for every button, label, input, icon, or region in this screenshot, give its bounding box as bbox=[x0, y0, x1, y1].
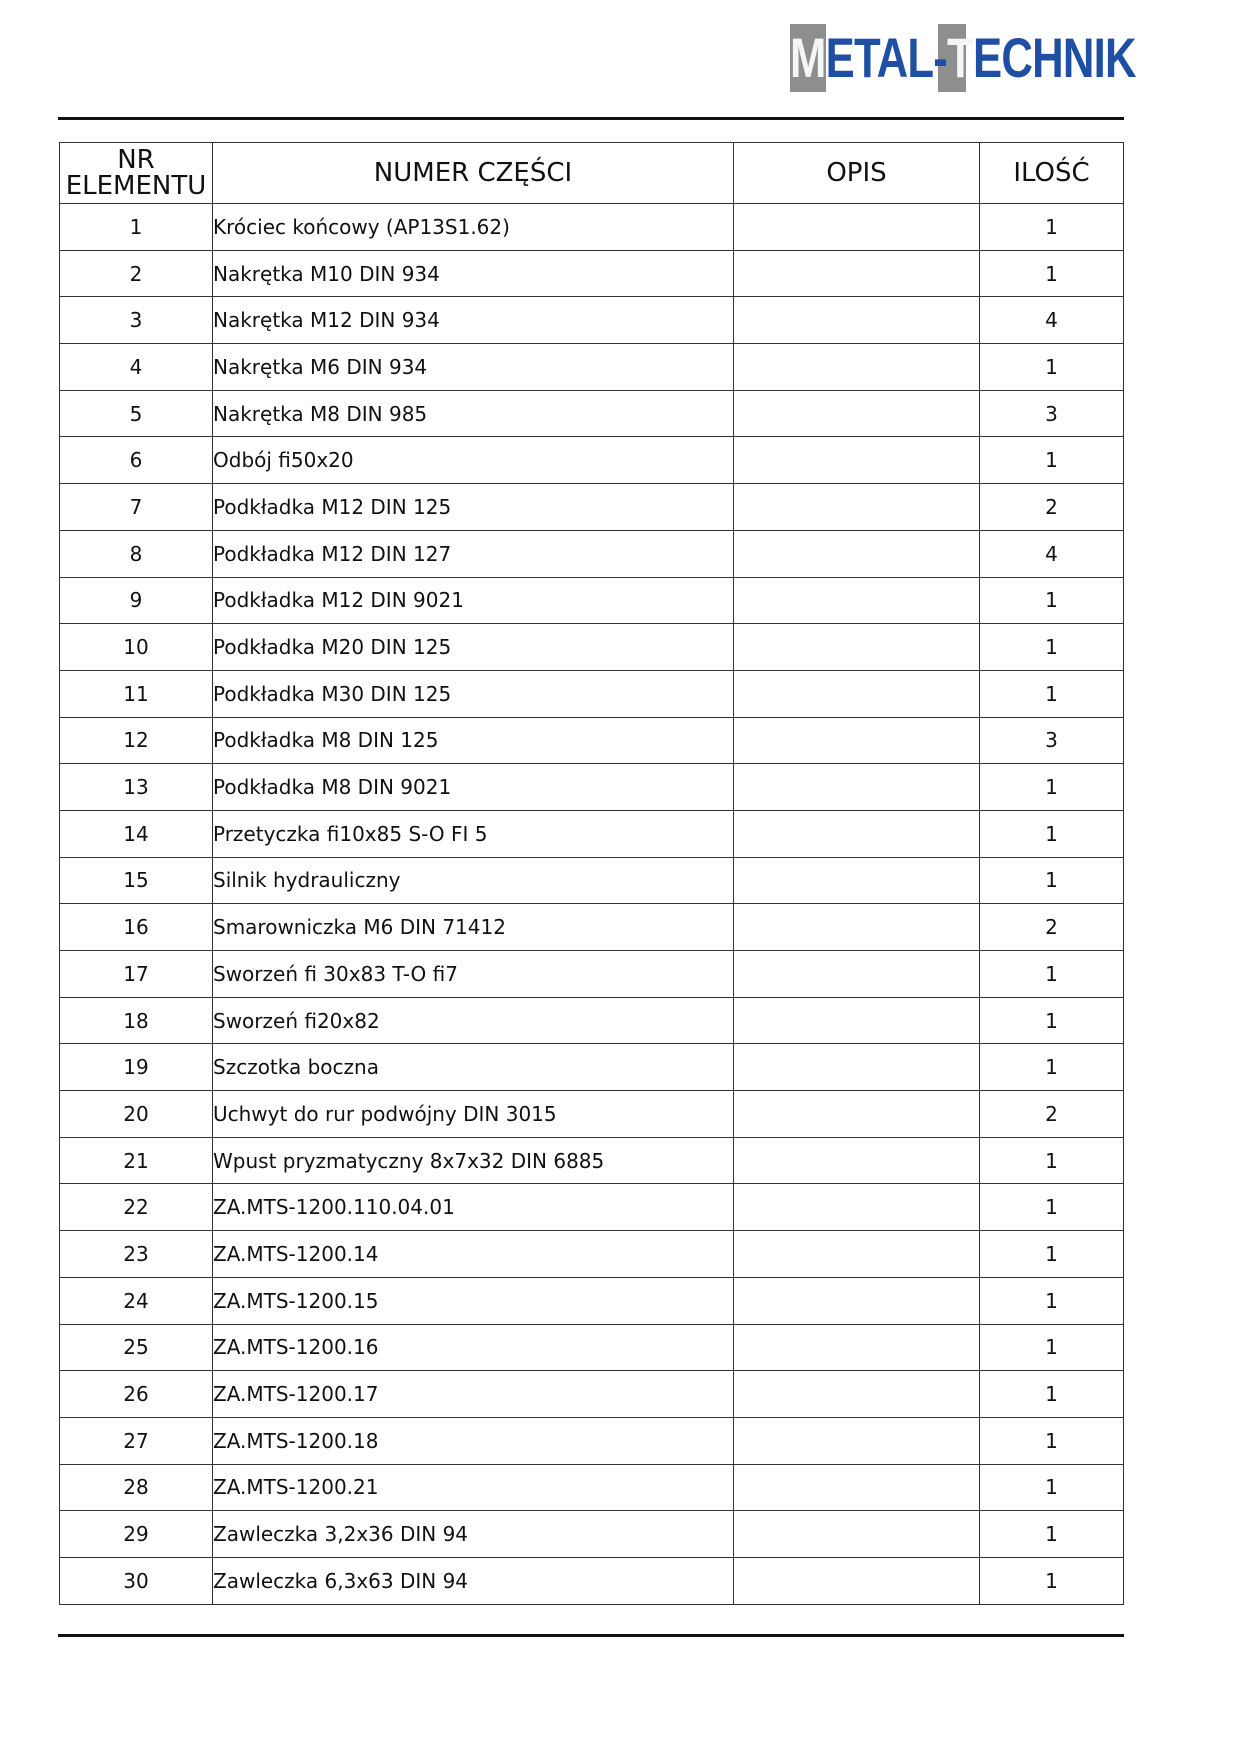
cell-quantity: 1 bbox=[980, 951, 1124, 998]
cell-quantity: 1 bbox=[980, 1137, 1124, 1184]
table-body bbox=[60, 204, 1124, 1605]
table-row bbox=[60, 1091, 1124, 1138]
cell-part-number: ZA.MTS-1200.15 bbox=[213, 1277, 734, 1324]
cell-description bbox=[734, 1371, 980, 1418]
table-row bbox=[60, 1511, 1124, 1558]
cell-part-number: ZA.MTS-1200.16 bbox=[213, 1324, 734, 1371]
cell-description bbox=[734, 670, 980, 717]
cell-item-number: 4 bbox=[60, 344, 213, 391]
cell-part-number: ZA.MTS-1200.17 bbox=[213, 1371, 734, 1418]
cell-description bbox=[734, 951, 980, 998]
cell-description bbox=[734, 1464, 980, 1511]
cell-quantity: 1 bbox=[980, 1511, 1124, 1558]
table-row bbox=[60, 204, 1124, 251]
cell-item-number: 7 bbox=[60, 484, 213, 531]
table-row bbox=[60, 530, 1124, 577]
table-row bbox=[60, 810, 1124, 857]
cell-quantity: 2 bbox=[980, 904, 1124, 951]
cell-part-number: Podkładka M12 DIN 125 bbox=[213, 484, 734, 531]
cell-description bbox=[734, 1091, 980, 1138]
parts-list-table bbox=[59, 142, 1124, 1605]
cell-description bbox=[734, 624, 980, 671]
cell-description bbox=[734, 1184, 980, 1231]
cell-quantity: 1 bbox=[980, 1184, 1124, 1231]
table-row bbox=[60, 390, 1124, 437]
table-row bbox=[60, 1324, 1124, 1371]
cell-quantity: 1 bbox=[980, 344, 1124, 391]
table-header-row bbox=[60, 143, 1124, 204]
cell-part-number: Zawleczka 3,2x36 DIN 94 bbox=[213, 1511, 734, 1558]
cell-description bbox=[734, 1231, 980, 1278]
cell-part-number: Podkładka M12 DIN 127 bbox=[213, 530, 734, 577]
cell-item-number: 5 bbox=[60, 390, 213, 437]
cell-description bbox=[734, 1557, 980, 1604]
cell-item-number: 12 bbox=[60, 717, 213, 764]
table-row bbox=[60, 1557, 1124, 1604]
cell-quantity: 3 bbox=[980, 390, 1124, 437]
cell-description bbox=[734, 1511, 980, 1558]
cell-quantity: 1 bbox=[980, 1557, 1124, 1604]
cell-item-number: 20 bbox=[60, 1091, 213, 1138]
cell-part-number: Przetyczka fi10x85 S-O FI 5 bbox=[213, 810, 734, 857]
cell-part-number: ZA.MTS-1200.110.04.01 bbox=[213, 1184, 734, 1231]
cell-quantity: 1 bbox=[980, 764, 1124, 811]
cell-item-number: 16 bbox=[60, 904, 213, 951]
company-logo bbox=[790, 24, 1136, 92]
cell-item-number: 17 bbox=[60, 951, 213, 998]
table-row bbox=[60, 250, 1124, 297]
table-row bbox=[60, 717, 1124, 764]
cell-part-number: Silnik hydrauliczny bbox=[213, 857, 734, 904]
cell-item-number: 2 bbox=[60, 250, 213, 297]
cell-description bbox=[734, 1137, 980, 1184]
cell-item-number: 6 bbox=[60, 437, 213, 484]
table-row bbox=[60, 1277, 1124, 1324]
cell-description bbox=[734, 810, 980, 857]
header-quantity: ILOŚĆ bbox=[980, 143, 1124, 204]
cell-quantity: 1 bbox=[980, 437, 1124, 484]
cell-part-number: ZA.MTS-1200.21 bbox=[213, 1464, 734, 1511]
cell-part-number: Nakrętka M6 DIN 934 bbox=[213, 344, 734, 391]
cell-quantity: 2 bbox=[980, 1091, 1124, 1138]
table-row bbox=[60, 764, 1124, 811]
cell-item-number: 23 bbox=[60, 1231, 213, 1278]
table-row bbox=[60, 1464, 1124, 1511]
cell-item-number: 30 bbox=[60, 1557, 213, 1604]
cell-part-number: ZA.MTS-1200.18 bbox=[213, 1417, 734, 1464]
cell-description bbox=[734, 484, 980, 531]
table-row bbox=[60, 1417, 1124, 1464]
table-row bbox=[60, 904, 1124, 951]
cell-part-number: Podkładka M12 DIN 9021 bbox=[213, 577, 734, 624]
cell-quantity: 1 bbox=[980, 1417, 1124, 1464]
cell-part-number: Odbój fi50x20 bbox=[213, 437, 734, 484]
footer-divider bbox=[58, 1634, 1124, 1637]
cell-part-number: Króciec końcowy (AP13S1.62) bbox=[213, 204, 734, 251]
table-row bbox=[60, 857, 1124, 904]
logo-letter-m: M bbox=[790, 26, 826, 89]
cell-part-number: Smarowniczka M6 DIN 71412 bbox=[213, 904, 734, 951]
header-divider bbox=[58, 117, 1124, 120]
cell-part-number: Sworzeń fi20x82 bbox=[213, 997, 734, 1044]
cell-quantity: 4 bbox=[980, 530, 1124, 577]
cell-part-number: Nakrętka M8 DIN 985 bbox=[213, 390, 734, 437]
cell-item-number: 9 bbox=[60, 577, 213, 624]
cell-part-number: Uchwyt do rur podwójny DIN 3015 bbox=[213, 1091, 734, 1138]
logo-letter-t: T bbox=[947, 26, 973, 89]
table-row bbox=[60, 1137, 1124, 1184]
cell-quantity: 1 bbox=[980, 250, 1124, 297]
cell-description bbox=[734, 390, 980, 437]
cell-item-number: 3 bbox=[60, 297, 213, 344]
cell-item-number: 13 bbox=[60, 764, 213, 811]
cell-part-number: Nakrętka M10 DIN 934 bbox=[213, 250, 734, 297]
cell-description bbox=[734, 904, 980, 951]
cell-item-number: 25 bbox=[60, 1324, 213, 1371]
table-row bbox=[60, 484, 1124, 531]
cell-item-number: 26 bbox=[60, 1371, 213, 1418]
cell-description bbox=[734, 717, 980, 764]
cell-quantity: 1 bbox=[980, 624, 1124, 671]
cell-item-number: 24 bbox=[60, 1277, 213, 1324]
cell-quantity: 1 bbox=[980, 1324, 1124, 1371]
cell-part-number: ZA.MTS-1200.14 bbox=[213, 1231, 734, 1278]
header-nr-line1: NR bbox=[117, 145, 155, 175]
cell-description bbox=[734, 1277, 980, 1324]
cell-description bbox=[734, 1324, 980, 1371]
header-description: OPIS bbox=[734, 143, 980, 204]
table-row bbox=[60, 344, 1124, 391]
cell-description bbox=[734, 997, 980, 1044]
header-nr-line2: ELEMENTU bbox=[65, 171, 207, 201]
header-part-number: NUMER CZĘŚCI bbox=[213, 143, 734, 204]
cell-quantity: 1 bbox=[980, 810, 1124, 857]
table-row bbox=[60, 577, 1124, 624]
table-row bbox=[60, 997, 1124, 1044]
cell-quantity: 1 bbox=[980, 1231, 1124, 1278]
cell-description bbox=[734, 857, 980, 904]
header-item-number bbox=[60, 143, 213, 204]
cell-description bbox=[734, 577, 980, 624]
cell-part-number: Podkładka M30 DIN 125 bbox=[213, 670, 734, 717]
logo-text bbox=[790, 28, 1136, 88]
logo-word-etal: ETAL- bbox=[825, 26, 948, 89]
cell-description bbox=[734, 1417, 980, 1464]
table-row bbox=[60, 670, 1124, 717]
cell-description bbox=[734, 764, 980, 811]
cell-part-number: Podkładka M8 DIN 125 bbox=[213, 717, 734, 764]
cell-item-number: 18 bbox=[60, 997, 213, 1044]
cell-quantity: 1 bbox=[980, 1044, 1124, 1091]
cell-quantity: 1 bbox=[980, 670, 1124, 717]
cell-description bbox=[734, 1044, 980, 1091]
cell-part-number: Wpust pryzmatyczny 8x7x32 DIN 6885 bbox=[213, 1137, 734, 1184]
cell-quantity: 1 bbox=[980, 1371, 1124, 1418]
cell-quantity: 1 bbox=[980, 204, 1124, 251]
cell-part-number: Nakrętka M12 DIN 934 bbox=[213, 297, 734, 344]
cell-item-number: 8 bbox=[60, 530, 213, 577]
cell-quantity: 1 bbox=[980, 1277, 1124, 1324]
table-row bbox=[60, 951, 1124, 998]
cell-item-number: 11 bbox=[60, 670, 213, 717]
cell-item-number: 10 bbox=[60, 624, 213, 671]
cell-item-number: 27 bbox=[60, 1417, 213, 1464]
table-row bbox=[60, 1231, 1124, 1278]
table-row bbox=[60, 1371, 1124, 1418]
logo-word-echnik: ECHNIK bbox=[972, 26, 1136, 89]
table-row bbox=[60, 624, 1124, 671]
cell-item-number: 21 bbox=[60, 1137, 213, 1184]
cell-item-number: 1 bbox=[60, 204, 213, 251]
cell-item-number: 19 bbox=[60, 1044, 213, 1091]
cell-description bbox=[734, 250, 980, 297]
cell-item-number: 29 bbox=[60, 1511, 213, 1558]
cell-quantity: 2 bbox=[980, 484, 1124, 531]
cell-quantity: 4 bbox=[980, 297, 1124, 344]
cell-item-number: 22 bbox=[60, 1184, 213, 1231]
table-row bbox=[60, 437, 1124, 484]
cell-description bbox=[734, 297, 980, 344]
cell-item-number: 15 bbox=[60, 857, 213, 904]
cell-item-number: 14 bbox=[60, 810, 213, 857]
cell-part-number: Szczotka boczna bbox=[213, 1044, 734, 1091]
cell-description bbox=[734, 530, 980, 577]
table-row bbox=[60, 1044, 1124, 1091]
cell-item-number: 28 bbox=[60, 1464, 213, 1511]
table-row bbox=[60, 297, 1124, 344]
cell-part-number: Podkładka M20 DIN 125 bbox=[213, 624, 734, 671]
cell-part-number: Sworzeń fi 30x83 T-O fi7 bbox=[213, 951, 734, 998]
cell-quantity: 1 bbox=[980, 857, 1124, 904]
cell-part-number: Zawleczka 6,3x63 DIN 94 bbox=[213, 1557, 734, 1604]
cell-description bbox=[734, 344, 980, 391]
cell-part-number: Podkładka M8 DIN 9021 bbox=[213, 764, 734, 811]
cell-description bbox=[734, 437, 980, 484]
cell-quantity: 1 bbox=[980, 577, 1124, 624]
cell-quantity: 1 bbox=[980, 997, 1124, 1044]
table-row bbox=[60, 1184, 1124, 1231]
cell-description bbox=[734, 204, 980, 251]
cell-quantity: 3 bbox=[980, 717, 1124, 764]
cell-quantity: 1 bbox=[980, 1464, 1124, 1511]
